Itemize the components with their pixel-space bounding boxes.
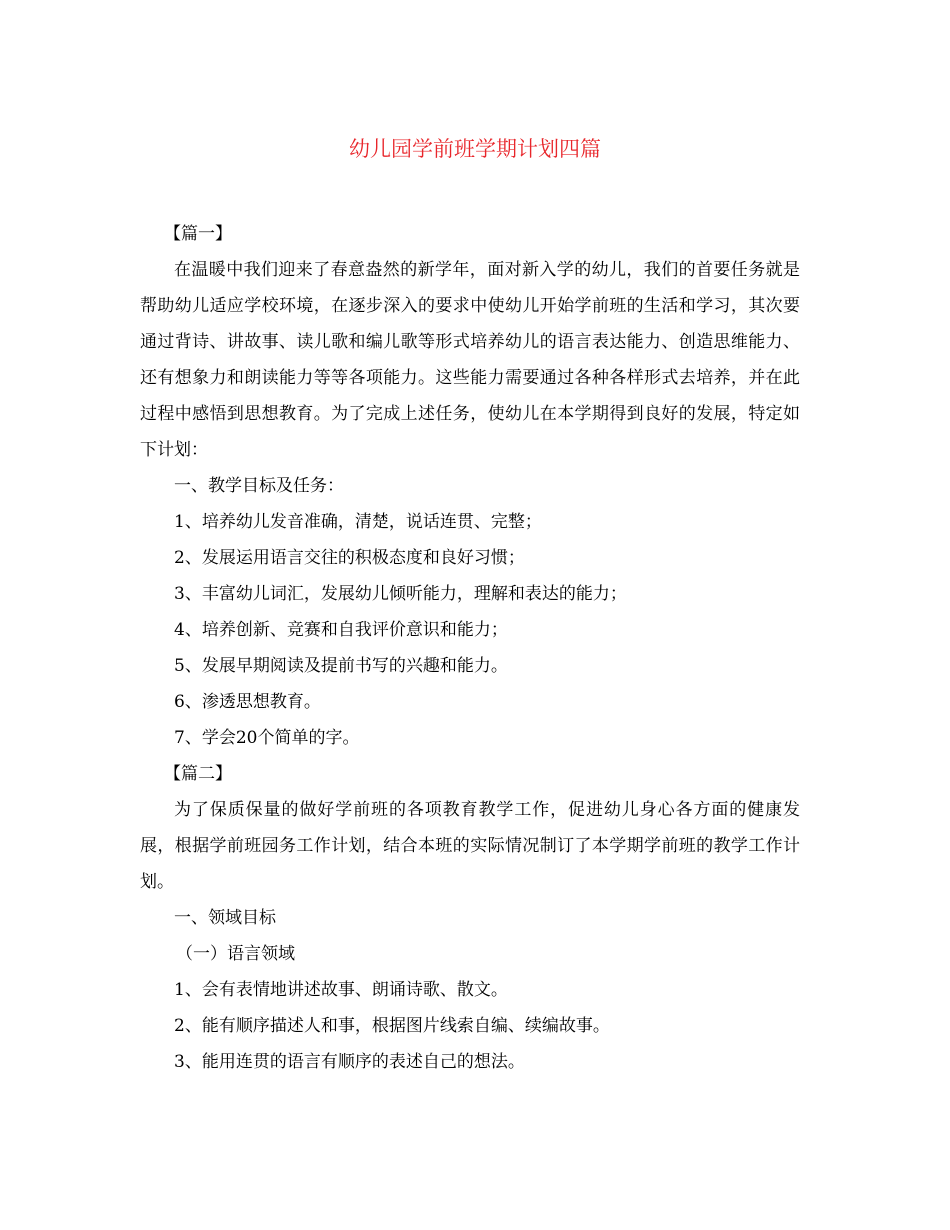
list-item: 5、发展早期阅读及提前书写的兴趣和能力。	[174, 656, 508, 676]
list-item: 2、能有顺序描述人和事，根据图片线索自编、续编故事。	[174, 1016, 610, 1036]
list-item: 4、培养创新、竞赛和自我评价意识和能力；	[174, 620, 508, 640]
list-item: 1、培养幼儿发音准确，清楚，说话连贯、完整；	[174, 512, 542, 532]
section-heading-1: 【篇一】	[164, 224, 232, 244]
subsection-heading-language: （一）语言领域	[176, 944, 295, 964]
list-item: 7、学会20个简单的字。	[174, 728, 360, 748]
list-item: 6、渗透思想教育。	[174, 692, 321, 712]
list-item: 3、丰富幼儿词汇，发展幼儿倾听能力，理解和表达的能力；	[174, 584, 627, 604]
subsection-heading: 一、教学目标及任务：	[174, 476, 344, 496]
section-heading-2: 【篇二】	[164, 764, 232, 784]
paragraph-intro-1: 在温暖中我们迎来了春意盎然的新学年，面对新入学的幼儿，我们的首要任务就是帮助幼儿适应学校环境，在逐步深入的要求中使幼儿开始学前班的生活和学习，其次要通过背诗、讲故事、读儿歌和编儿歌等形式培养幼儿的语言表达能力、创造思维能力、还有想象力和朗读能力等等各项能力。这些能力需要通过各种各样形式去培养，并在此过程中感悟到思想教育。为了完成上述任务，使幼儿在本学期得到良好的发展，特定如下计划：	[140, 260, 800, 460]
subsection-heading: 一、领域目标	[174, 908, 276, 928]
list-item: 1、会有表情地讲述故事、朗诵诗歌、散文。	[174, 980, 508, 1000]
document-title: 幼儿园学前班学期计划四篇	[349, 137, 601, 161]
list-item: 2、发展运用语言交往的积极态度和良好习惯；	[174, 548, 525, 568]
paragraph-intro-2: 为了保质保量的做好学前班的各项教育教学工作，促进幼儿身心各方面的健康发展，根据学前班园务工作计划，结合本班的实际情况制订了本学期学前班的教学工作计划。	[140, 800, 800, 892]
document-body	[140, 216, 800, 1080]
list-item: 3、能用连贯的语言有顺序的表述自己的想法。	[174, 1052, 525, 1072]
